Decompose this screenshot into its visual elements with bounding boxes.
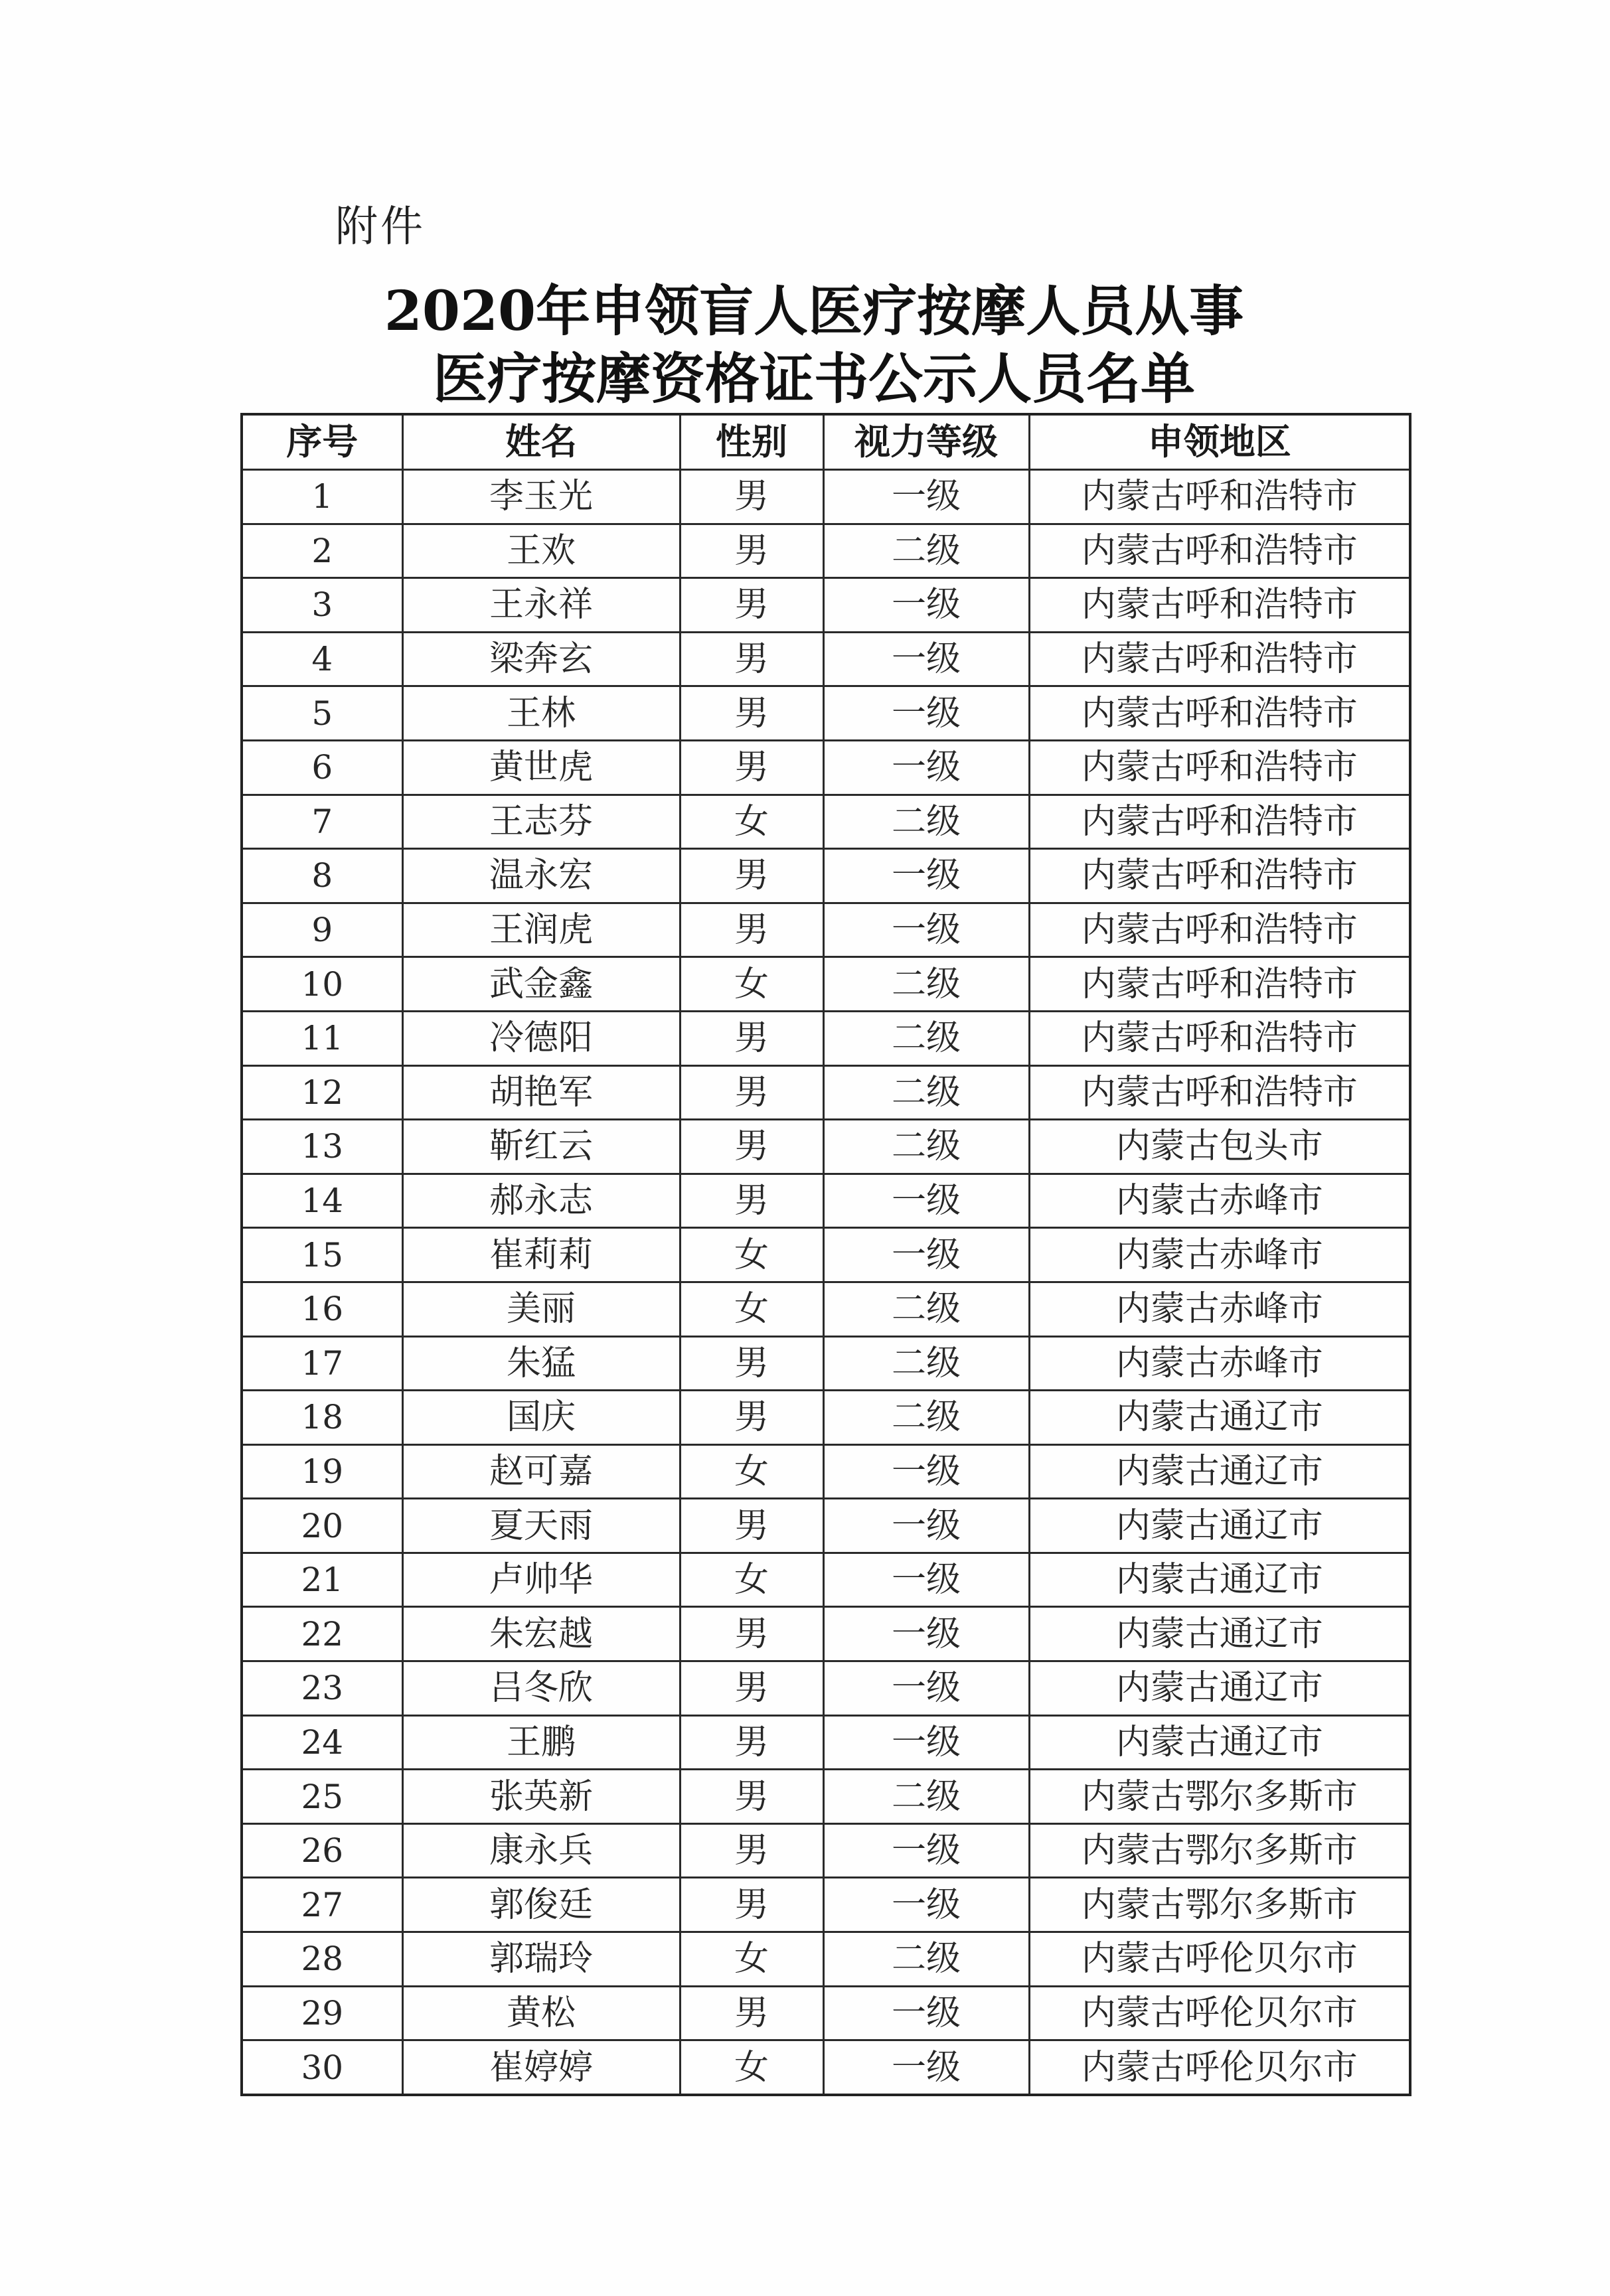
- serial-number-cell: 25: [242, 1770, 402, 1824]
- gender-cell: 女: [680, 1553, 823, 1607]
- table-row: [242, 632, 1410, 686]
- table-row: [242, 1336, 1410, 1391]
- vision-grade-cell: 一级: [823, 1607, 1029, 1661]
- table-row: [242, 1444, 1410, 1499]
- vision-grade-cell: 一级: [823, 1228, 1029, 1282]
- region-cell: 内蒙古呼和浩特市: [1029, 1011, 1410, 1065]
- vision-grade-cell: 二级: [823, 1391, 1029, 1445]
- name-cell: 靳红云: [402, 1120, 680, 1174]
- serial-number-cell: 14: [242, 1174, 402, 1228]
- region-cell: 内蒙古呼和浩特市: [1029, 957, 1410, 1012]
- table-row: [242, 1823, 1410, 1878]
- header-vision-grade: 视力等级: [823, 414, 1029, 470]
- serial-number-cell: 18: [242, 1391, 402, 1445]
- roster-table-body: [242, 470, 1410, 2095]
- table-row: [242, 795, 1410, 849]
- table-row: [242, 1391, 1410, 1445]
- name-cell: 王欢: [402, 524, 680, 578]
- region-cell: 内蒙古呼和浩特市: [1029, 632, 1410, 686]
- region-cell: 内蒙古通辽市: [1029, 1499, 1410, 1553]
- serial-number-cell: 7: [242, 795, 402, 849]
- gender-cell: 男: [680, 1878, 823, 1932]
- region-cell: 内蒙古呼伦贝尔市: [1029, 2040, 1410, 2095]
- name-cell: 王润虎: [402, 903, 680, 957]
- serial-number-cell: 29: [242, 1986, 402, 2040]
- vision-grade-cell: 一级: [823, 686, 1029, 741]
- gender-cell: 男: [680, 849, 823, 903]
- region-cell: 内蒙古呼和浩特市: [1029, 578, 1410, 633]
- vision-grade-cell: 二级: [823, 524, 1029, 578]
- serial-number-cell: 11: [242, 1011, 402, 1065]
- name-cell: 胡艳军: [402, 1065, 680, 1120]
- region-cell: 内蒙古呼和浩特市: [1029, 849, 1410, 903]
- serial-number-cell: 8: [242, 849, 402, 903]
- name-cell: 崔莉莉: [402, 1228, 680, 1282]
- region-cell: 内蒙古通辽市: [1029, 1715, 1410, 1770]
- region-cell: 内蒙古呼伦贝尔市: [1029, 1986, 1410, 2040]
- table-row: [242, 1607, 1410, 1661]
- name-cell: 黄松: [402, 1986, 680, 2040]
- table-row: [242, 686, 1410, 741]
- vision-grade-cell: 一级: [823, 1499, 1029, 1553]
- table-row: [242, 2040, 1410, 2095]
- table-row: [242, 1878, 1410, 1932]
- vision-grade-cell: 一级: [823, 1661, 1029, 1716]
- vision-grade-cell: 一级: [823, 1553, 1029, 1607]
- serial-number-cell: 26: [242, 1823, 402, 1878]
- gender-cell: 男: [680, 1661, 823, 1716]
- gender-cell: 男: [680, 1986, 823, 2040]
- name-cell: 崔婷婷: [402, 2040, 680, 2095]
- region-cell: 内蒙古鄂尔多斯市: [1029, 1770, 1410, 1824]
- name-cell: 国庆: [402, 1391, 680, 1445]
- table-row: [242, 1011, 1410, 1065]
- roster-table: [240, 413, 1411, 2096]
- vision-grade-cell: 二级: [823, 1336, 1029, 1391]
- vision-grade-cell: 一级: [823, 1986, 1029, 2040]
- vision-grade-cell: 一级: [823, 740, 1029, 795]
- gender-cell: 男: [680, 1336, 823, 1391]
- serial-number-cell: 9: [242, 903, 402, 957]
- serial-number-cell: 17: [242, 1336, 402, 1391]
- table-row: [242, 524, 1410, 578]
- region-cell: 内蒙古赤峰市: [1029, 1336, 1410, 1391]
- name-cell: 李玉光: [402, 470, 680, 524]
- table-row: [242, 903, 1410, 957]
- serial-number-cell: 2: [242, 524, 402, 578]
- gender-cell: 男: [680, 1770, 823, 1824]
- gender-cell: 女: [680, 1444, 823, 1499]
- gender-cell: 男: [680, 1174, 823, 1228]
- vision-grade-cell: 二级: [823, 1120, 1029, 1174]
- region-cell: 内蒙古鄂尔多斯市: [1029, 1823, 1410, 1878]
- vision-grade-cell: 一级: [823, 470, 1029, 524]
- table-row: [242, 1661, 1410, 1716]
- gender-cell: 男: [680, 578, 823, 633]
- gender-cell: 女: [680, 1932, 823, 1987]
- table-row: [242, 1065, 1410, 1120]
- serial-number-cell: 4: [242, 632, 402, 686]
- vision-grade-cell: 一级: [823, 632, 1029, 686]
- region-cell: 内蒙古通辽市: [1029, 1553, 1410, 1607]
- vision-grade-cell: 一级: [823, 2040, 1029, 2095]
- gender-cell: 男: [680, 1499, 823, 1553]
- region-cell: 内蒙古呼和浩特市: [1029, 903, 1410, 957]
- name-cell: 美丽: [402, 1282, 680, 1336]
- vision-grade-cell: 一级: [823, 1878, 1029, 1932]
- vision-grade-cell: 一级: [823, 903, 1029, 957]
- gender-cell: 女: [680, 1282, 823, 1336]
- table-row: [242, 1553, 1410, 1607]
- vision-grade-cell: 二级: [823, 957, 1029, 1012]
- serial-number-cell: 22: [242, 1607, 402, 1661]
- name-cell: 郭俊廷: [402, 1878, 680, 1932]
- name-cell: 武金鑫: [402, 957, 680, 1012]
- serial-number-cell: 16: [242, 1282, 402, 1336]
- region-cell: 内蒙古呼和浩特市: [1029, 795, 1410, 849]
- gender-cell: 女: [680, 1228, 823, 1282]
- gender-cell: 女: [680, 795, 823, 849]
- gender-cell: 男: [680, 1120, 823, 1174]
- serial-number-cell: 6: [242, 740, 402, 795]
- name-cell: 王林: [402, 686, 680, 741]
- vision-grade-cell: 二级: [823, 1011, 1029, 1065]
- name-cell: 冷德阳: [402, 1011, 680, 1065]
- name-cell: 王永祥: [402, 578, 680, 633]
- document-title-line-2: 医疗按摩资格证书公示人员名单: [432, 347, 1195, 411]
- serial-number-cell: 3: [242, 578, 402, 633]
- region-cell: 内蒙古赤峰市: [1029, 1282, 1410, 1336]
- gender-cell: 男: [680, 740, 823, 795]
- serial-number-cell: 27: [242, 1878, 402, 1932]
- gender-cell: 男: [680, 1391, 823, 1445]
- table-row: [242, 957, 1410, 1012]
- vision-grade-cell: 二级: [823, 1065, 1029, 1120]
- name-cell: 赵可嘉: [402, 1444, 680, 1499]
- gender-cell: 男: [680, 524, 823, 578]
- table-row: [242, 849, 1410, 903]
- name-cell: 温永宏: [402, 849, 680, 903]
- region-cell: 内蒙古赤峰市: [1029, 1228, 1410, 1282]
- name-cell: 夏天雨: [402, 1499, 680, 1553]
- vision-grade-cell: 二级: [823, 795, 1029, 849]
- table-row: [242, 470, 1410, 524]
- serial-number-cell: 1: [242, 470, 402, 524]
- region-cell: 内蒙古呼和浩特市: [1029, 524, 1410, 578]
- name-cell: 梁奔玄: [402, 632, 680, 686]
- gender-cell: 男: [680, 1065, 823, 1120]
- table-row: [242, 1174, 1410, 1228]
- attachment-label: 附件: [335, 202, 426, 252]
- name-cell: 吕冬欣: [402, 1661, 680, 1716]
- header-gender: 性别: [680, 414, 823, 470]
- region-cell: 内蒙古呼和浩特市: [1029, 1065, 1410, 1120]
- region-cell: 内蒙古通辽市: [1029, 1444, 1410, 1499]
- serial-number-cell: 30: [242, 2040, 402, 2095]
- table-row: [242, 1120, 1410, 1174]
- document-title-line-1: 2020年申领盲人医疗按摩人员从事: [384, 279, 1244, 343]
- table-row: [242, 1770, 1410, 1824]
- header-serial-number: 序号: [242, 414, 402, 470]
- gender-cell: 女: [680, 957, 823, 1012]
- gender-cell: 男: [680, 1011, 823, 1065]
- serial-number-cell: 24: [242, 1715, 402, 1770]
- vision-grade-cell: 一级: [823, 849, 1029, 903]
- header-row: [242, 414, 1410, 470]
- table-row: [242, 740, 1410, 795]
- region-cell: 内蒙古鄂尔多斯市: [1029, 1878, 1410, 1932]
- region-cell: 内蒙古呼和浩特市: [1029, 470, 1410, 524]
- name-cell: 王志芬: [402, 795, 680, 849]
- vision-grade-cell: 一级: [823, 1444, 1029, 1499]
- gender-cell: 男: [680, 1823, 823, 1878]
- name-cell: 黄世虎: [402, 740, 680, 795]
- region-cell: 内蒙古通辽市: [1029, 1661, 1410, 1716]
- name-cell: 卢帅华: [402, 1553, 680, 1607]
- roster-table-header: [242, 414, 1410, 470]
- region-cell: 内蒙古呼和浩特市: [1029, 740, 1410, 795]
- table-row: [242, 1715, 1410, 1770]
- vision-grade-cell: 二级: [823, 1932, 1029, 1987]
- table-row: [242, 1986, 1410, 2040]
- serial-number-cell: 5: [242, 686, 402, 741]
- serial-number-cell: 10: [242, 957, 402, 1012]
- name-cell: 张英新: [402, 1770, 680, 1824]
- gender-cell: 男: [680, 1607, 823, 1661]
- region-cell: 内蒙古呼伦贝尔市: [1029, 1932, 1410, 1987]
- vision-grade-cell: 二级: [823, 1770, 1029, 1824]
- gender-cell: 男: [680, 686, 823, 741]
- table-row: [242, 578, 1410, 633]
- gender-cell: 男: [680, 470, 823, 524]
- serial-number-cell: 13: [242, 1120, 402, 1174]
- gender-cell: 男: [680, 903, 823, 957]
- name-cell: 王鹏: [402, 1715, 680, 1770]
- table-row: [242, 1932, 1410, 1987]
- name-cell: 郝永志: [402, 1174, 680, 1228]
- gender-cell: 男: [680, 1715, 823, 1770]
- vision-grade-cell: 二级: [823, 1282, 1029, 1336]
- header-region: 申领地区: [1029, 414, 1410, 470]
- serial-number-cell: 28: [242, 1932, 402, 1987]
- name-cell: 朱猛: [402, 1336, 680, 1391]
- serial-number-cell: 23: [242, 1661, 402, 1716]
- table-row: [242, 1282, 1410, 1336]
- vision-grade-cell: 一级: [823, 1715, 1029, 1770]
- region-cell: 内蒙古通辽市: [1029, 1391, 1410, 1445]
- gender-cell: 男: [680, 632, 823, 686]
- table-row: [242, 1499, 1410, 1553]
- region-cell: 内蒙古包头市: [1029, 1120, 1410, 1174]
- gender-cell: 女: [680, 2040, 823, 2095]
- serial-number-cell: 20: [242, 1499, 402, 1553]
- serial-number-cell: 21: [242, 1553, 402, 1607]
- vision-grade-cell: 一级: [823, 1174, 1029, 1228]
- name-cell: 朱宏越: [402, 1607, 680, 1661]
- name-cell: 康永兵: [402, 1823, 680, 1878]
- serial-number-cell: 15: [242, 1228, 402, 1282]
- table-row: [242, 1228, 1410, 1282]
- region-cell: 内蒙古赤峰市: [1029, 1174, 1410, 1228]
- name-cell: 郭瑞玲: [402, 1932, 680, 1987]
- serial-number-cell: 19: [242, 1444, 402, 1499]
- header-name: 姓名: [402, 414, 680, 470]
- region-cell: 内蒙古呼和浩特市: [1029, 686, 1410, 741]
- vision-grade-cell: 一级: [823, 1823, 1029, 1878]
- serial-number-cell: 12: [242, 1065, 402, 1120]
- region-cell: 内蒙古通辽市: [1029, 1607, 1410, 1661]
- vision-grade-cell: 一级: [823, 578, 1029, 633]
